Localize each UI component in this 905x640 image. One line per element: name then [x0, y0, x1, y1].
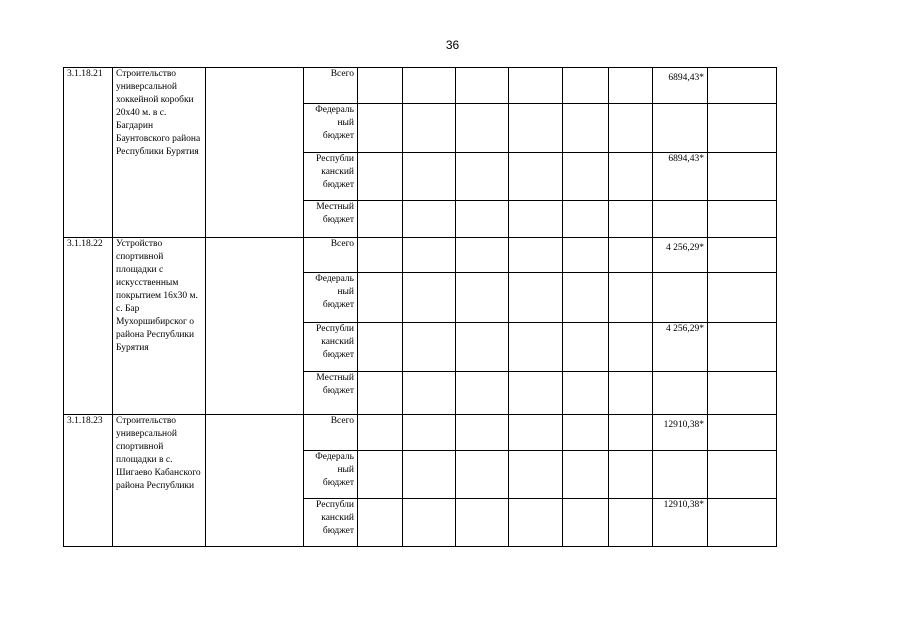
budget-source: Местный бюджет: [304, 372, 358, 415]
budget-value: [653, 451, 708, 499]
budget-source: Республи канский бюджет: [304, 153, 358, 201]
budget-source: Всего: [304, 415, 358, 451]
budget-source: Федераль ный бюджет: [304, 451, 358, 499]
budget-source: Республи канский бюджет: [304, 323, 358, 372]
item-name: Устройство спортивной площадки с искусственным покрытием 16х30 м. с. Бар Мухоршибирског о района Республики Бурятия: [113, 238, 206, 415]
page-number: 36: [445, 38, 460, 52]
budget-table: [63, 67, 837, 547]
budget-source: Республи канский бюджет: [304, 499, 358, 547]
budget-value: [653, 201, 708, 238]
table-row: [64, 68, 837, 104]
budget-source: Федераль ный бюджет: [304, 273, 358, 323]
budget-source: Всего: [304, 68, 358, 104]
budget-value: [653, 273, 708, 323]
budget-value: [653, 372, 708, 415]
budget-value: 4 256,29*: [653, 238, 708, 273]
empty-cell: [206, 68, 304, 238]
item-code: 3.1.18.23: [64, 415, 113, 547]
budget-value: 6894,43*: [653, 68, 708, 104]
budget-value: [653, 104, 708, 153]
item-name: Строительство универсальной спортивной площадки в с. Шигаево Кабанского района Республики: [113, 415, 206, 547]
empty-cell: [206, 238, 304, 415]
budget-value: 4 256,29*: [653, 323, 708, 372]
budget-value: 12910,38*: [653, 499, 708, 547]
table-row: [64, 238, 837, 273]
item-code: 3.1.18.22: [64, 238, 113, 415]
item-name: Строительство универсальной хоккейной коробки 20х40 м. в с. Багдарин Баунтовского района Республики Бурятия: [113, 68, 206, 238]
budget-source: Федераль ный бюджет: [304, 104, 358, 153]
budget-value: 12910,38*: [653, 415, 708, 451]
empty-cell: [206, 415, 304, 547]
table-row: [64, 415, 837, 451]
budget-value: 6894,43*: [653, 153, 708, 201]
budget-source: Местный бюджет: [304, 201, 358, 238]
item-code: 3.1.18.21: [64, 68, 113, 238]
budget-source: Всего: [304, 238, 358, 273]
